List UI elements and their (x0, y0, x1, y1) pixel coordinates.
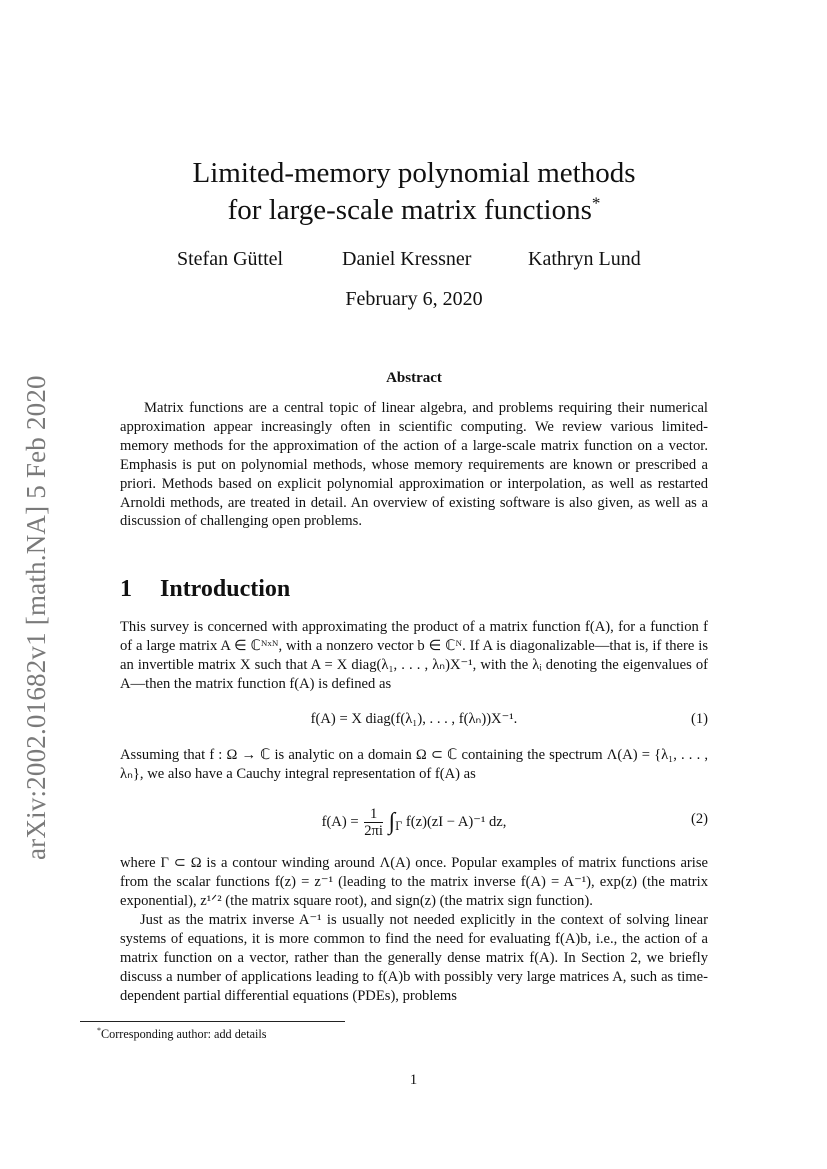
publication-date: February 6, 2020 (345, 288, 483, 310)
abstract-body (120, 399, 708, 531)
footnote (97, 1026, 267, 1042)
integral-sign: ∫ (388, 809, 396, 835)
equation-1-number: (1) (690, 711, 708, 727)
title-line-2: for large-scale matrix functions* (227, 193, 601, 226)
paragraph-3: where Γ ⊂ Ω is a contour winding around Λ(A) once. Popular examples of matrix functions arise from the scalar functions f(z) = z⁻¹ (leading to the matrix inverse f(A) = A⁻¹), exp(z) (the matrix exponential), z¹ᐟ² (the matrix square root), and sign(z) (the matrix sign function). (120, 855, 708, 909)
equation-2-number: (2) (690, 811, 708, 827)
footnote-rule (80, 1021, 345, 1022)
author-2: Daniel Kressner (342, 248, 472, 270)
author-list (120, 248, 708, 274)
abstract-text: Matrix functions are a central topic of linear algebra, and problems requiring their numerical approximation appear increasingly often in scientific computing. We review various limited-memory methods for the approximation of the action of a large-scale matrix function on a vector. Emphasis is put on polynomial methods, whose memory requirements are known or prescribed a priori. Methods based on explicit polynomial approximation or interpolation, as well as restarted Arnoldi methods, are treated in detail. An overview of existing software is also given, as well as a discussion of challenging open problems. (120, 400, 708, 530)
title-footnote-mark: * (591, 193, 601, 213)
section-number: 1 (120, 576, 132, 602)
equation-2-expression (120, 806, 708, 839)
paper-title (120, 155, 708, 229)
integral-contour: Γ (395, 818, 403, 833)
equation-1-expression: f(A) = X diag(f(λ₁), . . . , f(λₙ))X⁻¹. (310, 711, 518, 727)
fraction-denominator: 2πi (364, 823, 383, 839)
equation-2 (120, 796, 708, 842)
paragraph-2: Assuming that f : Ω → ℂ is analytic on a domain Ω ⊂ ℂ containing the spectrum Λ(A) = {λ₁, . . . , λₙ}, we also have a Cauchy integral representation of f(A) as (120, 747, 708, 782)
footnote-mark: * (97, 1026, 101, 1035)
abstract-heading: Abstract (386, 370, 442, 386)
equation-1 (120, 706, 708, 734)
footnote-text: Corresponding author: add details (101, 1027, 267, 1042)
title-line-1: Limited-memory polynomial methods (192, 157, 636, 189)
author-1: Stefan Güttel (177, 248, 284, 270)
section-title: Introduction (160, 576, 291, 602)
equation-2-rhs: f(z)(zI − A)⁻¹ dz, (405, 813, 507, 830)
paragraph-1: This survey is concerned with approximating the product of a matrix function f(A), for a function f of a large matrix A ∈ ℂᴺˣᴺ, with a nonzero vector b ∈ ℂᴺ. If A is diagonalizable—that is, if there is an invertible matrix X such that A = X diag(λ₁, . . . , λₙ)X⁻¹, with the λᵢ denoting the eigenvalues of A—then the matrix function f(A) is defined as (120, 619, 708, 692)
paragraph-4: Just as the matrix inverse A⁻¹ is usually not needed explicitly in the context of solving linear systems of equations, it is more common to find the need for evaluating f(A)b, i.e., the action of a matrix function on a vector, rather than the generally dense matrix f(A). In Section 2, we briefly discuss a number of applications leading to f(A)b with possibly very large matrices A, such as time-dependent partial differential equations (PDEs), problems (120, 912, 708, 1004)
page-number: 1 (409, 1072, 418, 1088)
equation-2-fraction (364, 806, 383, 839)
section-heading (120, 576, 290, 603)
author-3: Kathryn Lund (528, 248, 641, 270)
fraction-numerator: 1 (364, 806, 383, 823)
arxiv-identifier: arXiv:2002.01682v1 [math.NA] 5 Feb 2020 (21, 375, 51, 860)
equation-2-lhs: f(A) = (321, 813, 359, 830)
body-text (120, 618, 708, 1006)
